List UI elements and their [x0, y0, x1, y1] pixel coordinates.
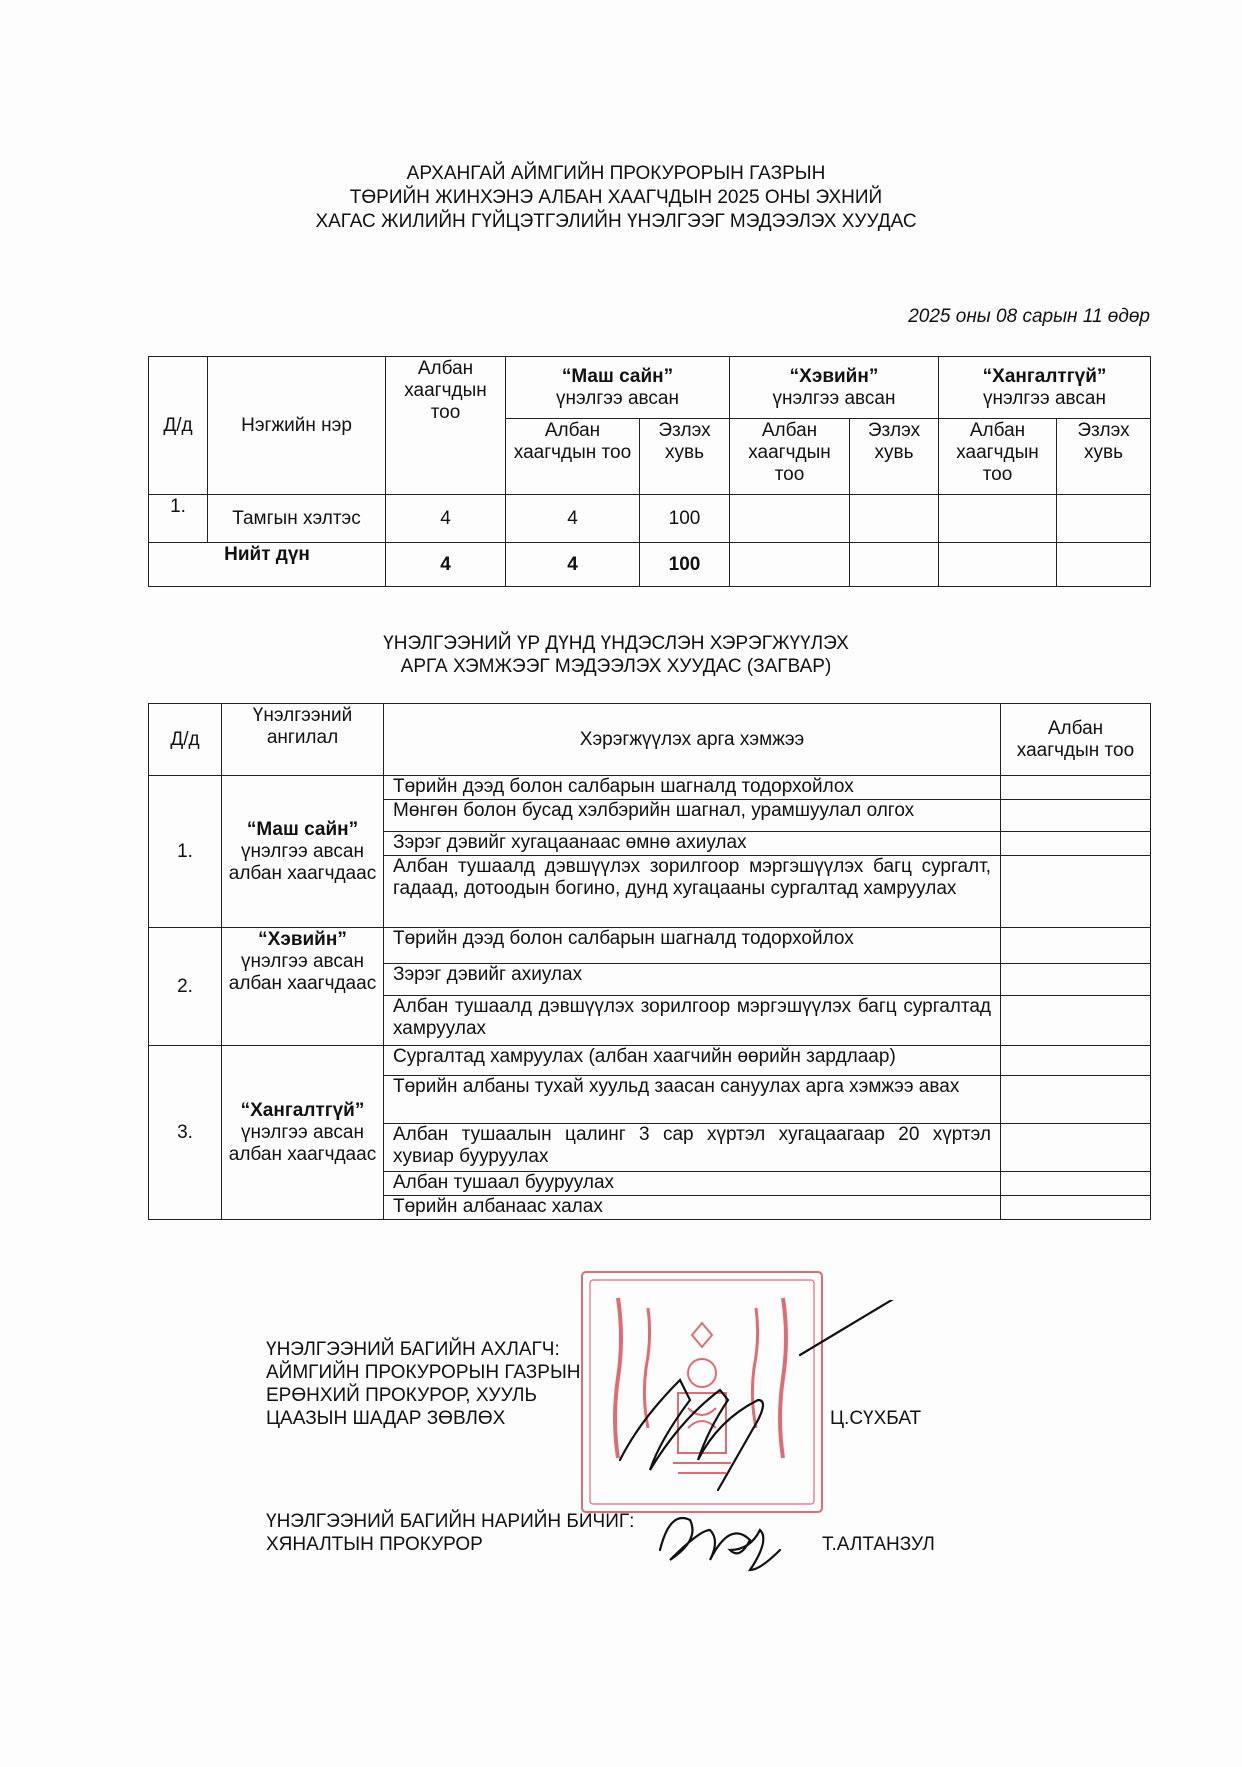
signature-secretary-block	[266, 1510, 634, 1556]
count-cell	[1001, 1076, 1151, 1124]
measure-text: Албан тушаал бууруулах	[384, 1172, 1001, 1196]
secretary-name: Т.АЛТАНЗУЛ	[822, 1534, 935, 1555]
count-cell	[1001, 996, 1151, 1046]
empty-cell	[939, 543, 1057, 587]
col-header-dd: Д/д	[149, 357, 208, 495]
empty-cell	[730, 543, 850, 587]
signature-head-stroke	[620, 1380, 763, 1490]
section-title-line-1: ҮНЭЛГЭЭНИЙ ҮР ДҮНД ҮНДЭСЛЭН ХЭРЭГЖҮҮЛЭХ	[383, 633, 849, 654]
count-cell	[1001, 776, 1151, 800]
measure-text: Албан тушаалд дэвшүүлэх зорилгоор мэргэшүүлэх багц сургалт, гадаад, дотоодын богино, дунд хугацааны сургалтад хамруулах	[384, 856, 1001, 928]
col-header-category: Үнэлгээний ангилал	[222, 704, 384, 776]
col-header-dd: Д/д	[149, 704, 222, 776]
excellent-count: 4	[506, 495, 640, 543]
count-cell	[1001, 856, 1151, 928]
head-title-line-1: ҮНЭЛГЭЭНИЙ БАГИЙН АХЛАГЧ:	[266, 1339, 560, 1360]
category-title: “Хангалтгүй”	[240, 1099, 365, 1121]
table-row	[149, 776, 1151, 800]
measure-text: Төрийн дээд болон салбарын шагналд тодорхойлох	[384, 928, 1001, 964]
sub-header-count: Албан хаагчдын тоо	[939, 419, 1057, 495]
empty-cell	[850, 495, 939, 543]
section-title	[146, 632, 1086, 678]
row-number: 1.	[149, 495, 208, 543]
measure-text: Зэрэг дэвийг ахиулах	[384, 964, 1001, 996]
count-cell	[1001, 1196, 1151, 1220]
head-title-line-4: ЦААЗЫН ШАДАР ЗӨВЛӨХ	[266, 1408, 506, 1429]
title-line-2: ТӨРИЙН ЖИНХЭНЭ АЛБАН ХААГЧДЫН 2025 ОНЫ ЭХНИЙ	[349, 187, 883, 208]
signature-head-tail	[800, 1300, 900, 1355]
measure-text: Төрийн албанаас халах	[384, 1196, 1001, 1220]
sub-header-percent: Эзлэх хувь	[640, 419, 730, 495]
measure-text: Албан тушаалд дэвшүүлэх зорилгоор мэргэшүүлэх багц сургалтад хамруулах	[384, 996, 1001, 1046]
col-header-count: Албан хаагчдын тоо	[1001, 704, 1151, 776]
col-header-measure: Хэрэгжүүлэх арга хэмжээ	[384, 704, 1001, 776]
total-label: Нийт дүн	[149, 543, 386, 587]
group-excellent-title: “Маш сайн”	[561, 365, 674, 387]
excellent-percent: 100	[640, 495, 730, 543]
table-row	[149, 1046, 1151, 1076]
sub-header-count: Албан хаагчдын тоо	[506, 419, 640, 495]
secretary-title-line-2: ХЯНАЛТЫН ПРОКУРОР	[266, 1534, 483, 1555]
table-row	[149, 495, 1151, 543]
document-title	[146, 162, 1086, 234]
group-insufficient-title: “Хангалтгүй”	[982, 365, 1107, 387]
secretary-title-line-1: ҮНЭЛГЭЭНИЙ БАГИЙН НАРИЙН БИЧИГ:	[266, 1511, 635, 1532]
count-cell	[1001, 1172, 1151, 1196]
title-line-3: ХАГАС ЖИЛИЙН ГҮЙЦЭТГЭЛИЙН ҮНЭЛГЭЭГ МЭДЭЭЛЭХ ХУУДАС	[315, 211, 917, 232]
sub-header-count: Албан хаагчдын тоо	[730, 419, 850, 495]
category-title: “Хэвийн”	[258, 929, 347, 950]
sub-header-percent: Эзлэх хувь	[1057, 419, 1151, 495]
count-cell	[1001, 928, 1151, 964]
signature-head-block	[266, 1338, 581, 1430]
group-category	[222, 928, 384, 1046]
total-row	[149, 543, 1151, 587]
group-number: 1.	[149, 776, 222, 928]
total-excellent-count: 4	[506, 543, 640, 587]
measures-table	[148, 703, 1151, 1220]
empty-cell	[730, 495, 850, 543]
col-header-unit: Нэгжийн нэр	[208, 357, 386, 495]
count-cell	[1001, 1124, 1151, 1172]
head-title-line-3: ЕРӨНХИЙ ПРОКУРОР, ХУУЛЬ	[266, 1385, 537, 1406]
count-cell	[1001, 800, 1151, 832]
count-cell	[1001, 1046, 1151, 1076]
category-desc: үнэлгээ авсан албан хаагчдаас	[228, 1121, 377, 1165]
col-group-excellent	[506, 357, 730, 419]
empty-cell	[850, 543, 939, 587]
group-insufficient-subtitle: үнэлгээ авсан	[983, 387, 1106, 409]
empty-cell	[1057, 543, 1151, 587]
group-number: 2.	[149, 928, 222, 1046]
group-category	[222, 1046, 384, 1220]
head-title-line-2: АЙМГИЙН ПРОКУРОРЫН ГАЗРЫН	[266, 1362, 581, 1383]
total-count: 4	[386, 543, 506, 587]
group-normal-title: “Хэвийн”	[789, 365, 879, 387]
section-title-line-2: АРГА ХЭМЖЭЭГ МЭДЭЭЛЭХ ХУУДАС (ЗАГВАР)	[400, 656, 832, 677]
measure-text: Төрийн албаны тухай хуульд заасан сануулах арга хэмжээ авах	[384, 1076, 1001, 1124]
measure-text: Төрийн дээд болон салбарын шагналд тодорхойлох	[384, 776, 1001, 800]
col-header-count: Албан хаагчдын тоо	[386, 357, 506, 495]
table-row	[149, 928, 1151, 964]
category-desc: үнэлгээ авсан албан хаагчдаас	[228, 840, 377, 884]
count-cell	[1001, 964, 1151, 996]
measure-text: Сургалтад хамруулах (албан хаагчийн өөрийн зардлаар)	[384, 1046, 1001, 1076]
group-category	[222, 776, 384, 928]
measure-text: Мөнгөн болон бусад хэлбэрийн шагнал, урамшуулал олгох	[384, 800, 1001, 832]
col-group-insufficient	[939, 357, 1151, 419]
title-line-1: АРХАНГАЙ АЙМГИЙН ПРОКУРОРЫН ГАЗРЫН	[406, 163, 826, 184]
group-excellent-subtitle: үнэлгээ авсан	[556, 387, 679, 409]
group-normal-subtitle: үнэлгээ авсан	[772, 387, 896, 409]
category-title: “Маш сайн”	[246, 818, 359, 840]
measure-text: Зэрэг дэвийг хугацаанаас өмнө ахиулах	[384, 832, 1001, 856]
unit-name: Тамгын хэлтэс	[208, 495, 386, 543]
sub-header-percent: Эзлэх хувь	[850, 419, 939, 495]
count-cell	[1001, 832, 1151, 856]
head-name: Ц.СҮХБАТ	[830, 1408, 922, 1429]
category-desc: үнэлгээ авсан албан хаагчдаас	[228, 951, 377, 994]
col-group-normal	[730, 357, 939, 419]
group-number: 3.	[149, 1046, 222, 1220]
empty-cell	[939, 495, 1057, 543]
total-excellent-percent: 100	[640, 543, 730, 587]
employee-count: 4	[386, 495, 506, 543]
measure-text: Албан тушаалын цалинг 3 сар хүртэл хугацаагаар 20 хүртэл хувиар бууруулах	[384, 1124, 1001, 1172]
empty-cell	[1057, 495, 1151, 543]
signature-secretary-stroke	[660, 1518, 780, 1570]
evaluation-summary-table	[148, 356, 1151, 587]
document-date: 2025 оны 08 сарын 11 өдөр	[908, 306, 1150, 327]
